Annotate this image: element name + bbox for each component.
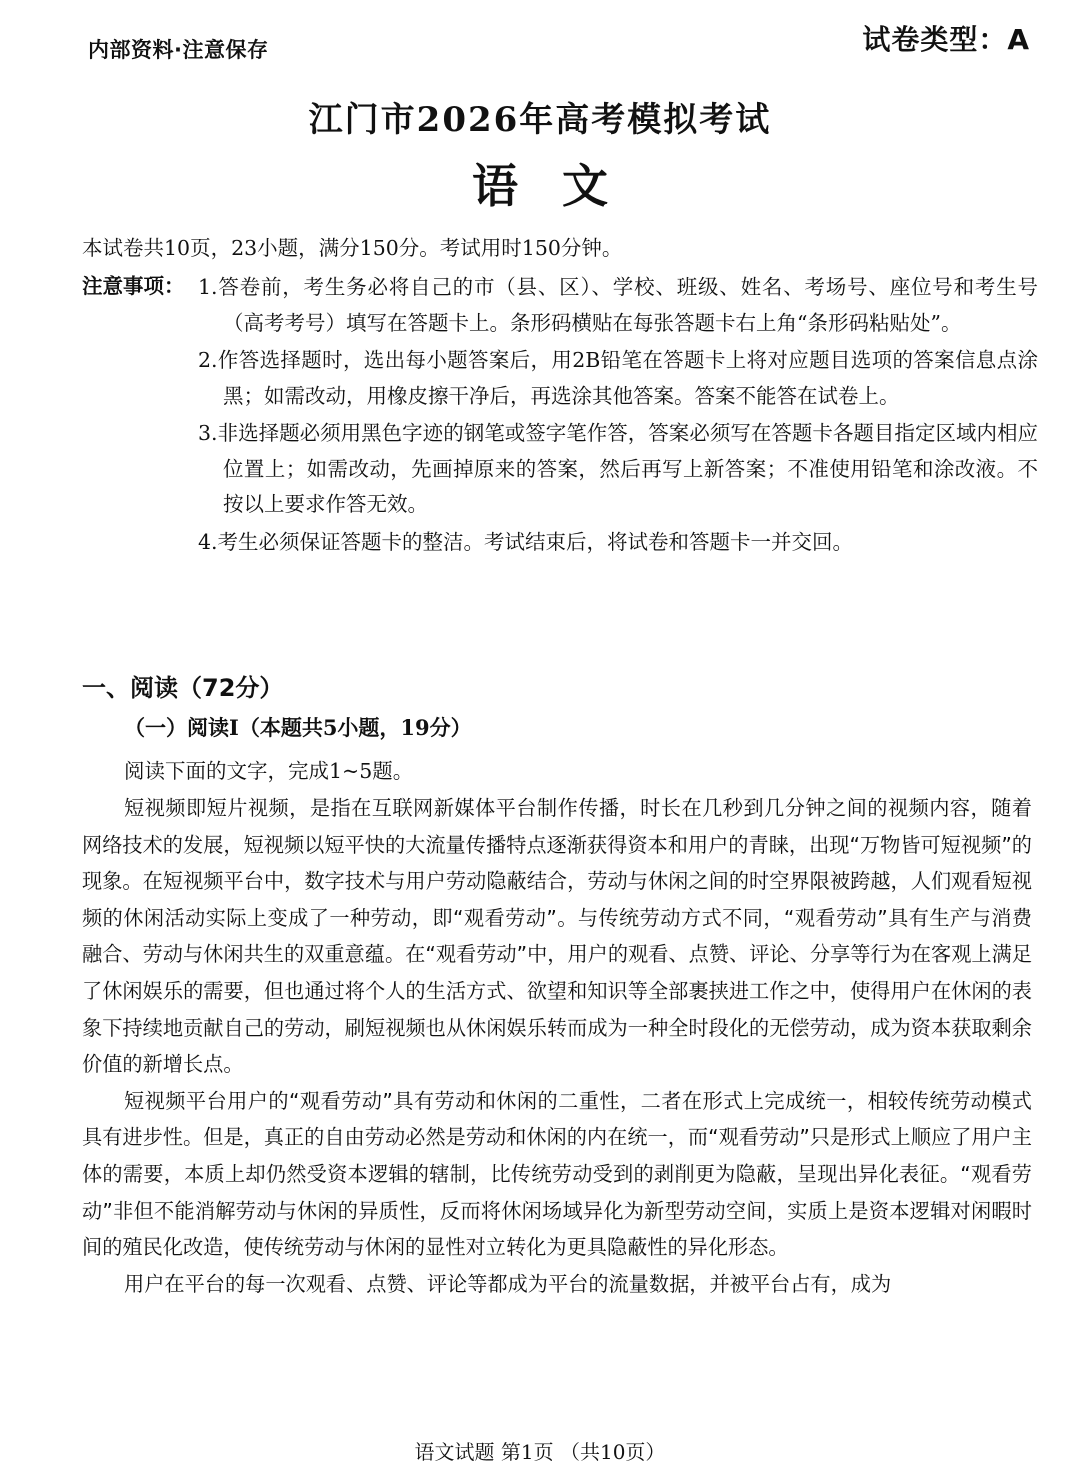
notice-label: 注意事项： [82,274,185,298]
passage-paragraph: 用户在平台的每一次观看、点赞、评论等都成为平台的流量数据，并被平台占有，成为 [124,1271,892,1296]
confidential-note: 内部资料·注意保存 [88,38,269,62]
reading-passage [82,790,1032,1302]
passage-paragraph: 短视频即短片视频，是指在互联网新媒体平台制作传播，时长在几秒到几分钟之间的视频内容，随着网络技术的发展，短视频以短平快的大流量传播特点逐渐获得资本和用户的青睐，出现“万物皆可短视频”的现象。在短视频平台中，数字技术与用户劳动隐蔽结合，劳动与休闲之间的时空界限被跨越，人们观看短视频的休闲活动实际上变成了一种劳动，即“观看劳动”。与传统劳动方式不同，“观看劳动”具有生产与消费融合、劳动与休闲共生的双重意蕴。在“观看劳动”中，用户的观看、点赞、评论、分享等行为在客观上满足了休闲娱乐的需要，但也通过将个人的生活方式、欲望和知识等全部裹挟进工作之中，使得用户在休闲的表象下持续地贡献自己的劳动，刷短视频也从休闲娱乐转而成为一种全时段化的无偿劳动，成为资本获取剩余价值的新增长点。 [82,796,1032,1077]
exam-title: 江门市2026年高考模拟考试 [308,100,772,140]
section-heading: 一、阅读（72分） [82,674,284,702]
notice-list [198,270,1038,562]
paper-type-label: 试卷类型：A [862,23,1030,56]
page-footer: 语文试题 第1页 （共10页） [414,1440,666,1464]
notice-item: 1.答卷前，考生务必将自己的市（县、区）、学校、班级、姓名、考场号、座位号和考生号（高考考号）填写在答题卡上。条形码横贴在每张答题卡右上角“条形码粘贴处”。 [198,275,1038,335]
reading-instruction: 阅读下面的文字，完成1~5题。 [124,759,414,783]
notice-item: 2.作答选择题时，选出每小题答案后，用2B铅笔在答题卡上将对应题目选项的答案信息点涂黑；如需改动，用橡皮擦干净后，再选涂其他答案。答案不能答在试卷上。 [198,348,1038,408]
sub-section-heading: （一）阅读Ⅰ（本题共5小题，19分） [124,715,472,740]
notice-item: 3.非选择题必须用黑色字迹的钢笔或签字笔作答，答案必须写在答题卡各题目指定区域内相应位置上；如需改动，先画掉原来的答案，然后再写上新答案；不准使用铅笔和涂改液。不按以上要求作答无效。 [198,421,1038,516]
notice-item: 4.考生必须保证答题卡的整洁。考试结束后，将试卷和答题卡一并交回。 [198,529,854,554]
subject-title: 语文 [472,159,652,213]
exam-summary: 本试卷共10页，23小题，满分150分。考试用时150分钟。 [82,236,623,260]
passage-paragraph: 短视频平台用户的“观看劳动”具有劳动和休闲的二重性，二者在形式上完成统一，相较传统劳动模式具有进步性。但是，真正的自由劳动必然是劳动和休闲的内在统一，而“观看劳动”只是形式上顺应了用户主体的需要，本质上却仍然受资本逻辑的辖制，比传统劳动受到的剥削更为隐蔽，呈现出异化表征。“观看劳动”非但不能消解劳动与休闲的异质性，反而将休闲场域异化为新型劳动空间，实质上是资本逻辑对闲暇时间的殖民化改造，使传统劳动与休闲的显性对立转化为更具隐蔽性的异化形态。 [82,1088,1032,1260]
